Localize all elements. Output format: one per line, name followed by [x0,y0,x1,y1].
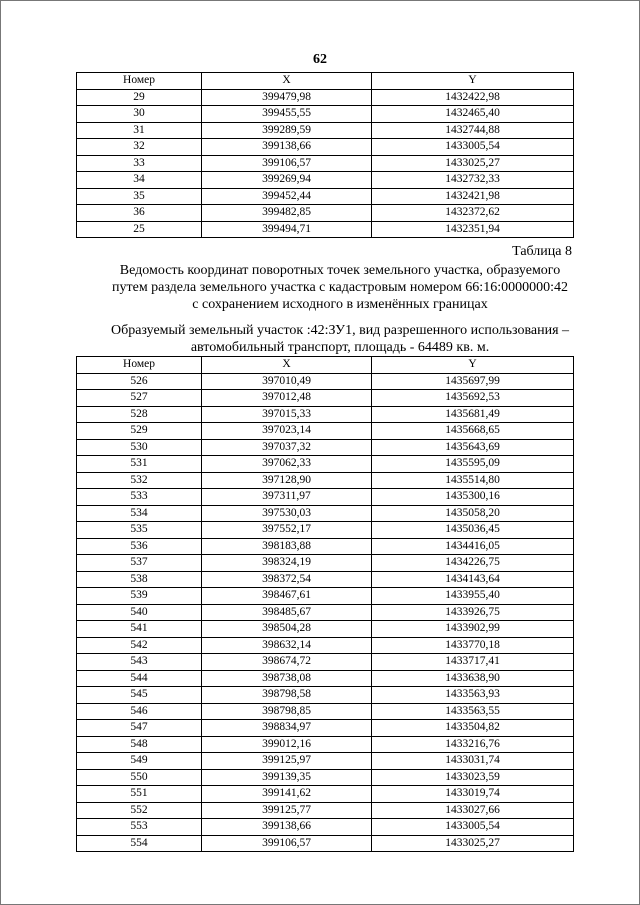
page-number: 62 [313,52,327,67]
x-coordinate: 398632,14 [202,637,372,654]
y-coordinate: 1435668,65 [372,423,574,440]
x-coordinate: 397311,97 [202,489,372,506]
x-coordinate: 397552,17 [202,522,372,539]
point-number: 537 [77,555,202,572]
table-row [77,571,574,588]
table-row [77,122,574,139]
header-y: Y [372,357,574,374]
y-coordinate: 1433638,90 [372,670,574,687]
point-number: 547 [77,720,202,737]
x-coordinate: 397037,32 [202,439,372,456]
y-coordinate: 1433955,40 [372,588,574,605]
point-number: 541 [77,621,202,638]
table-row [77,89,574,106]
x-coordinate: 397010,49 [202,373,372,390]
table-row [77,604,574,621]
header-y: Y [372,73,574,90]
y-coordinate: 1435036,45 [372,522,574,539]
point-number: 25 [77,221,202,238]
table-row [77,555,574,572]
x-coordinate: 399138,66 [202,139,372,156]
point-number: 533 [77,489,202,506]
header-number: Номер [77,73,202,90]
table-row [77,835,574,852]
table-row [77,703,574,720]
y-coordinate: 1433717,41 [372,654,574,671]
table-row [77,769,574,786]
table-row [77,505,574,522]
table-row [77,390,574,407]
coordinates-table-8 [76,356,574,852]
y-coordinate: 1435643,69 [372,439,574,456]
y-coordinate: 1435300,16 [372,489,574,506]
x-coordinate: 399482,85 [202,205,372,222]
point-number: 542 [77,637,202,654]
table-row [77,802,574,819]
y-coordinate: 1432421,98 [372,188,574,205]
point-number: 538 [77,571,202,588]
y-coordinate: 1433926,75 [372,604,574,621]
x-coordinate: 399138,66 [202,819,372,836]
table-row [77,172,574,189]
x-coordinate: 397012,48 [202,390,372,407]
x-coordinate: 399494,71 [202,221,372,238]
title-line: с сохранением исходного в изменённых границах [192,297,488,312]
x-coordinate: 399141,62 [202,786,372,803]
table-row [77,819,574,836]
table-row [77,188,574,205]
point-number: 35 [77,188,202,205]
y-coordinate: 1432372,62 [372,205,574,222]
point-number: 545 [77,687,202,704]
table-row [77,373,574,390]
header-x: X [202,73,372,90]
table-row [77,736,574,753]
x-coordinate: 398467,61 [202,588,372,605]
point-number: 535 [77,522,202,539]
point-number: 539 [77,588,202,605]
table-header-row [77,357,574,374]
x-coordinate: 399289,59 [202,122,372,139]
point-number: 532 [77,472,202,489]
title-line: путем раздела земельного участка с кадастровым номером 66:16:0000000:42 [112,280,568,295]
x-coordinate: 398372,54 [202,571,372,588]
x-coordinate: 398324,19 [202,555,372,572]
table-row [77,687,574,704]
x-coordinate: 399106,57 [202,155,372,172]
y-coordinate: 1433563,93 [372,687,574,704]
table-row [77,439,574,456]
table-row [77,106,574,123]
y-coordinate: 1434143,64 [372,571,574,588]
x-coordinate: 399012,16 [202,736,372,753]
point-number: 552 [77,802,202,819]
table-row [77,753,574,770]
point-number: 36 [77,205,202,222]
point-number: 550 [77,769,202,786]
y-coordinate: 1433005,54 [372,139,574,156]
table-row [77,456,574,473]
header-number: Номер [77,357,202,374]
table-row [77,139,574,156]
table-row [77,155,574,172]
table-row [77,670,574,687]
header-x: X [202,357,372,374]
plot-description [60,322,620,356]
y-coordinate: 1433216,76 [372,736,574,753]
point-number: 527 [77,390,202,407]
point-number: 531 [77,456,202,473]
table-row [77,538,574,555]
statement-title [60,262,620,313]
point-number: 526 [77,373,202,390]
x-coordinate: 399269,94 [202,172,372,189]
y-coordinate: 1433504,82 [372,720,574,737]
table-row [77,489,574,506]
table-row [77,221,574,238]
table-row [77,588,574,605]
x-coordinate: 398798,85 [202,703,372,720]
x-coordinate: 398485,67 [202,604,372,621]
x-coordinate: 397128,90 [202,472,372,489]
y-coordinate: 1434416,05 [372,538,574,555]
point-number: 33 [77,155,202,172]
x-coordinate: 397015,33 [202,406,372,423]
table-row [77,522,574,539]
y-coordinate: 1433025,27 [372,835,574,852]
table-row [77,621,574,638]
point-number: 30 [77,106,202,123]
point-number: 536 [77,538,202,555]
y-coordinate: 1433005,54 [372,819,574,836]
point-number: 549 [77,753,202,770]
plot-description-line: автомобильный транспорт, площадь - 64489 кв. м. [190,340,490,355]
table-row [77,720,574,737]
y-coordinate: 1432422,98 [372,89,574,106]
y-coordinate: 1433027,66 [372,802,574,819]
x-coordinate: 398738,08 [202,670,372,687]
y-coordinate: 1435058,20 [372,505,574,522]
y-coordinate: 1435681,49 [372,406,574,423]
point-number: 553 [77,819,202,836]
x-coordinate: 399452,44 [202,188,372,205]
table-header-row [77,73,574,90]
y-coordinate: 1435595,09 [372,456,574,473]
x-coordinate: 399479,98 [202,89,372,106]
y-coordinate: 1435514,80 [372,472,574,489]
table-row [77,472,574,489]
point-number: 29 [77,89,202,106]
x-coordinate: 397062,33 [202,456,372,473]
y-coordinate: 1432732,33 [372,172,574,189]
y-coordinate: 1433023,59 [372,769,574,786]
point-number: 528 [77,406,202,423]
table-row [77,786,574,803]
coordinates-table-continued [76,72,574,238]
y-coordinate: 1433770,18 [372,637,574,654]
x-coordinate: 398504,28 [202,621,372,638]
x-coordinate: 399125,77 [202,802,372,819]
plot-description-line: Образуемый земельный участок :42:ЗУ1, вид разрешенного использования – [110,323,570,338]
y-coordinate: 1433902,99 [372,621,574,638]
point-number: 31 [77,122,202,139]
y-coordinate: 1432351,94 [372,221,574,238]
y-coordinate: 1433025,27 [372,155,574,172]
y-coordinate: 1433563,55 [372,703,574,720]
y-coordinate: 1435692,53 [372,390,574,407]
point-number: 32 [77,139,202,156]
table-label: Таблица 8 [512,244,572,259]
point-number: 543 [77,654,202,671]
point-number: 540 [77,604,202,621]
point-number: 34 [77,172,202,189]
point-number: 530 [77,439,202,456]
y-coordinate: 1435697,99 [372,373,574,390]
x-coordinate: 399455,55 [202,106,372,123]
title-line: Ведомость координат поворотных точек земельного участка, образуемого [119,263,561,278]
x-coordinate: 399106,57 [202,835,372,852]
point-number: 546 [77,703,202,720]
y-coordinate: 1434226,75 [372,555,574,572]
x-coordinate: 398834,97 [202,720,372,737]
y-coordinate: 1432744,88 [372,122,574,139]
point-number: 544 [77,670,202,687]
table-row [77,654,574,671]
x-coordinate: 399139,35 [202,769,372,786]
x-coordinate: 398798,58 [202,687,372,704]
point-number: 548 [77,736,202,753]
table-row [77,406,574,423]
y-coordinate: 1432465,40 [372,106,574,123]
point-number: 551 [77,786,202,803]
x-coordinate: 397530,03 [202,505,372,522]
x-coordinate: 398674,72 [202,654,372,671]
table-row [77,637,574,654]
table-row [77,423,574,440]
point-number: 529 [77,423,202,440]
table-row [77,205,574,222]
x-coordinate: 397023,14 [202,423,372,440]
point-number: 554 [77,835,202,852]
y-coordinate: 1433031,74 [372,753,574,770]
point-number: 534 [77,505,202,522]
x-coordinate: 398183,88 [202,538,372,555]
y-coordinate: 1433019,74 [372,786,574,803]
x-coordinate: 399125,97 [202,753,372,770]
